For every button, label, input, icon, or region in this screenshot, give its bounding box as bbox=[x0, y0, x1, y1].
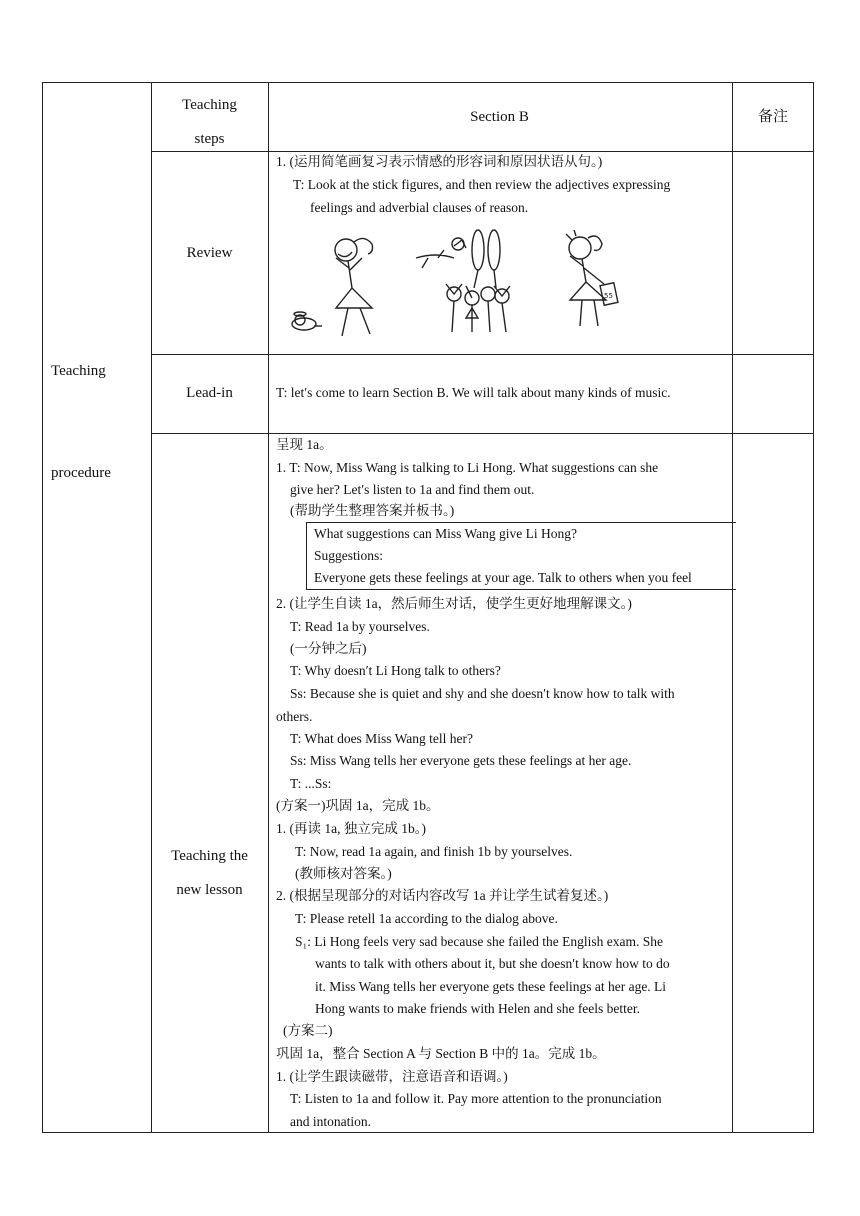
nl-line-b14: T: Please retell 1a according to the dialog above. bbox=[295, 911, 558, 926]
box-line-1: Suggestions: bbox=[314, 548, 384, 563]
review-line-1: 1. (运用简笔画复习表示情感的形容词和原因状语从句。) bbox=[276, 154, 603, 169]
header-steps: steps bbox=[194, 131, 225, 147]
stick-figures-image bbox=[288, 228, 688, 348]
nl-line-b12: (教师核对答案。) bbox=[295, 866, 392, 881]
review-line-2: T: Look at the stick figures, and then review the adjectives expressing bbox=[293, 177, 671, 192]
nl-line-a0: 呈现 1a。 bbox=[276, 437, 333, 452]
nl-line-a3: (帮助学生整理答案并板书。) bbox=[290, 503, 455, 518]
new-lesson-label-line1: Teaching the bbox=[171, 848, 248, 864]
review-line-3: feelings and adverbial clauses of reason. bbox=[310, 200, 529, 215]
nl-line-b7: Ss: Miss Wang tells her everyone gets these feelings at her age. bbox=[290, 753, 632, 768]
nl-line-b21: 1. (让学生跟读磁带，注意语音和语调。) bbox=[276, 1069, 508, 1084]
header-teaching-steps bbox=[151, 88, 268, 156]
nl-line-b19: (方案二) bbox=[283, 1023, 333, 1038]
nl-line-b13: 2. (根据呈现部分的对话内容改写 1a 并让学生试着复述。) bbox=[276, 888, 609, 903]
new-lesson-label-line2: new lesson bbox=[176, 882, 243, 898]
nl-line-b20: 巩固 1a，整合 Section A 与 Section B 中的 1a。完成 1b。 bbox=[276, 1046, 606, 1061]
nl-line-b1: T: Read 1a by yourselves. bbox=[290, 619, 430, 634]
happy-group-figure bbox=[416, 230, 510, 332]
svg-text:55: 55 bbox=[604, 292, 613, 300]
nl-line-b10: 1. (再读 1a, 独立完成 1b。) bbox=[276, 821, 426, 836]
sad-girl-and-dog-figure bbox=[292, 238, 373, 336]
box-line-2: Everyone gets these feelings at your age. Talk to others when you feel bbox=[314, 570, 692, 585]
review-label: Review bbox=[186, 245, 233, 261]
nl-line-b17: it. Miss Wang tells her everyone gets these feelings at her age. Li bbox=[315, 979, 667, 994]
nl-line-b4: Ss: Because she is quiet and shy and she doesn′t know how to talk with bbox=[290, 686, 675, 701]
nl-line-b23: and intonation. bbox=[290, 1114, 371, 1129]
procedure-label: procedure bbox=[51, 465, 111, 481]
header-notes: 备注 bbox=[757, 109, 788, 125]
nl-line-b3: T: Why doesn′t Li Hong talk to others? bbox=[290, 663, 501, 678]
nl-line-a2: give her? Let′s listen to 1a and find them out. bbox=[290, 482, 535, 497]
nl-line-b11: T: Now, read 1a again, and finish 1b by yourselves. bbox=[295, 844, 573, 859]
row-divider-2 bbox=[151, 354, 813, 355]
leadin-label: Lead-in bbox=[186, 385, 233, 401]
nl-line-a1: 1. T: Now, Miss Wang is talking to Li Hong. What suggestions can she bbox=[276, 460, 659, 475]
nl-line-b0: 2. (让学生自读 1a，然后师生对话，使学生更好地理解课文。) bbox=[276, 596, 632, 611]
nl-line-b18: Hong wants to make friends with Helen and she feels better. bbox=[315, 1001, 641, 1016]
nl-line-b6: T: What does Miss Wang tell her? bbox=[290, 731, 473, 746]
col-divider-2 bbox=[268, 83, 269, 1132]
col-divider-3 bbox=[732, 83, 733, 1132]
nl-line-b15: S₁: Li Hong feels very sad because she failed the English exam. She bbox=[295, 934, 663, 949]
row-divider-3 bbox=[151, 433, 813, 434]
suggestions-board-box bbox=[306, 522, 736, 590]
nl-line-b22: T: Listen to 1a and follow it. Pay more attention to the pronunciation bbox=[290, 1091, 662, 1106]
nl-line-b2: (一分钟之后) bbox=[290, 641, 367, 656]
header-teaching: Teaching bbox=[182, 97, 237, 113]
new-lesson-label bbox=[151, 839, 268, 907]
nl-line-b16: wants to talk with others about it, but she doesn′t know how to do bbox=[315, 956, 670, 971]
worried-girl-with-exam-figure bbox=[566, 230, 618, 326]
leadin-text: T: let′s come to learn Section B. We will talk about many kinds of music. bbox=[276, 385, 671, 400]
nl-line-b8: T: ...Ss: bbox=[290, 776, 332, 791]
nl-line-b9: (方案一)巩固 1a，完成 1b。 bbox=[276, 798, 440, 813]
teaching-label: Teaching bbox=[51, 363, 106, 379]
nl-line-b5: others. bbox=[276, 709, 313, 724]
header-section-b: Section B bbox=[470, 109, 529, 125]
box-line-0: What suggestions can Miss Wang give Li Hong? bbox=[314, 526, 577, 541]
